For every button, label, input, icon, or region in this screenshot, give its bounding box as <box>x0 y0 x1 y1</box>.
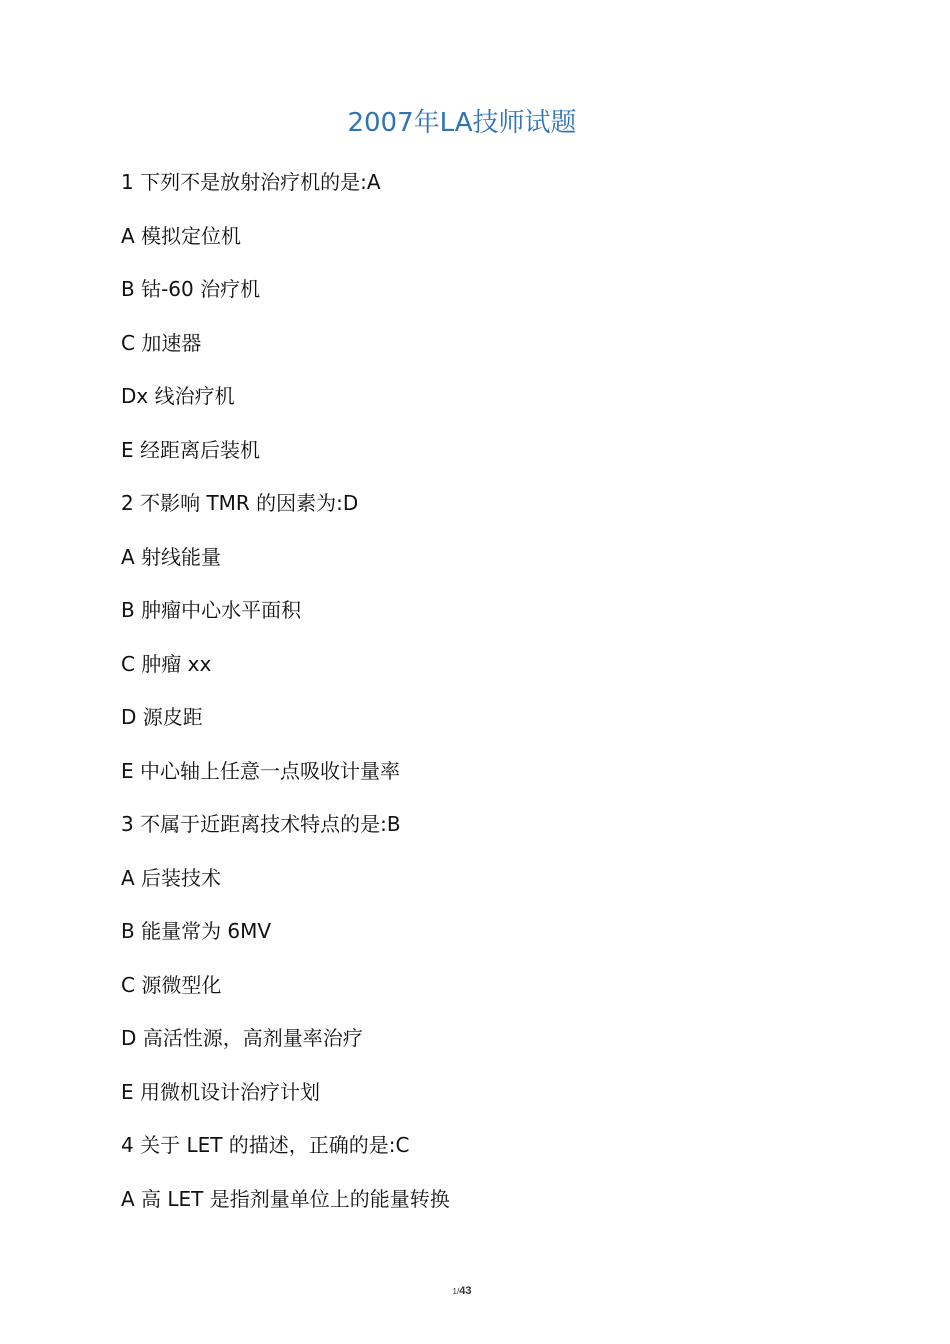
option-line: E 经距离后装机 <box>121 437 260 462</box>
question-line: 3 不属于近距离技术特点的是:B <box>121 812 401 836</box>
option-line: B 钴-60 治疗机 <box>121 277 261 301</box>
option-line: D 高活性源，高剂量率治疗 <box>121 1026 363 1050</box>
page-separator: / <box>456 1287 460 1296</box>
option-line: A 射线能量 <box>121 544 222 569</box>
total-pages: 43 <box>459 1285 472 1297</box>
question-line: 4 关于 LET 的描述，正确的是:C <box>121 1133 410 1157</box>
document-title: 2007年LA技师试题 <box>347 108 577 138</box>
option-line: E 用微机设计治疗计划 <box>121 1079 320 1104</box>
option-line: A 高 LET 是指剂量单位上的能量转换 <box>121 1186 450 1211</box>
option-line: E 中心轴上任意一点吸收计量率 <box>121 758 400 783</box>
current-page-number: 1 <box>452 1287 457 1296</box>
question-line: 1 下列不是放射治疗机的是:A <box>121 170 381 194</box>
option-line: A 后装技术 <box>121 865 222 890</box>
option-line: A 模拟定位机 <box>121 223 242 248</box>
option-line: D 源皮距 <box>121 705 203 729</box>
option-line: C 肿瘤 xx <box>121 651 212 676</box>
page-number <box>0 1285 924 1297</box>
option-line: C 加速器 <box>121 330 202 355</box>
document-body <box>121 163 841 1233</box>
option-line: B 能量常为 6MV <box>121 919 272 943</box>
question-line: 2 不影响 TMR 的因素为:D <box>121 491 359 515</box>
option-line: Dx 线治疗机 <box>121 384 235 408</box>
option-line: B 肿瘤中心水平面积 <box>121 598 302 622</box>
option-line: C 源微型化 <box>121 972 222 997</box>
